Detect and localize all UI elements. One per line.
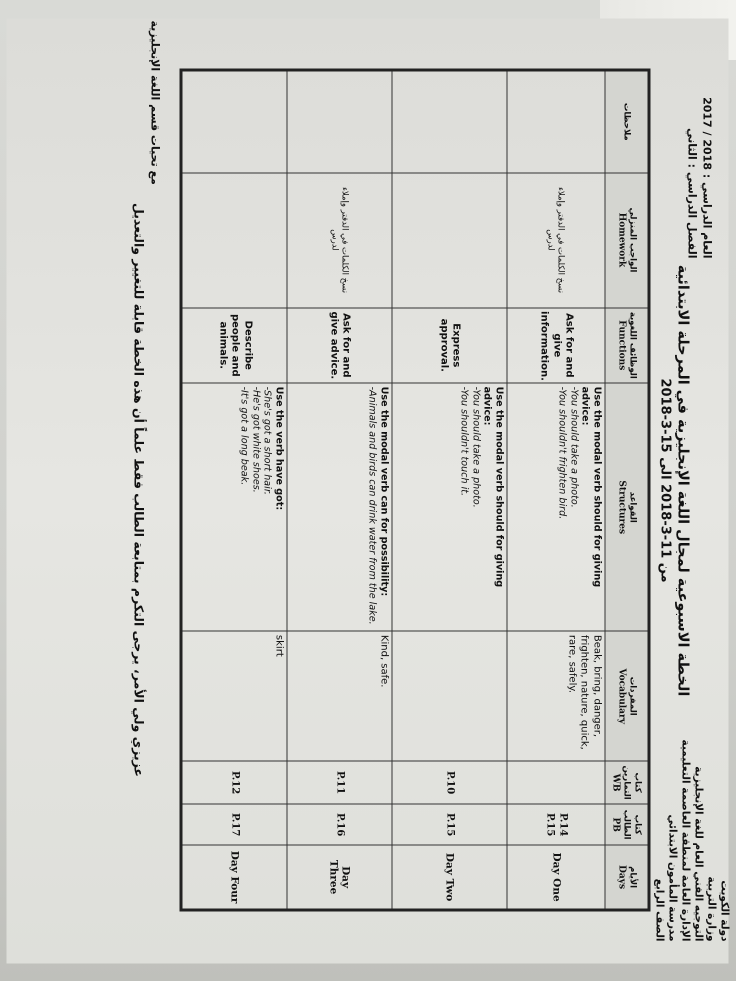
wb-cell: P.12	[181, 760, 287, 803]
header-line: دولة الكويت	[718, 879, 730, 941]
header-line: مدرسة المأمون الابتدائي	[666, 813, 678, 941]
parent-note: عزيزي ولي الأمر، يرجى التكرم بمتابعة الطالب فقط علماً أن هذه الخطة قابلة للتغيير والتعديل	[131, 202, 146, 777]
structure-example: -You should take a photo.	[568, 386, 579, 508]
col-notes: ملاحظات	[605, 70, 649, 173]
header-line: الصف الرابع	[653, 878, 665, 941]
functions-cell: Ask for and give information.	[507, 307, 605, 383]
structure-heading: Use the verb have got:	[273, 386, 284, 510]
header-line: الإدارة العامة لمنطقة العاصمة التعليمية	[679, 739, 691, 941]
day-cell: Day One	[507, 845, 605, 910]
vocabulary-cell: Kind, safe.	[287, 631, 392, 761]
col-functions: الوظائف اللغوية Functions	[605, 307, 649, 383]
header-row	[605, 70, 649, 910]
homework-cell	[181, 172, 287, 307]
col-structures: القواعد Structures	[605, 383, 649, 631]
structures-cell	[181, 383, 287, 631]
table-row	[287, 70, 392, 910]
structures-cell	[392, 383, 507, 631]
structure-example: -You shouldn't touch it.	[458, 386, 470, 496]
functions-cell: Describe people and animals.	[181, 307, 287, 383]
functions-cell: Ask for and give advice.	[287, 307, 392, 383]
functions-cell: Express approval.	[392, 307, 507, 383]
notes-cell	[287, 70, 392, 173]
day-cell: Day Two	[392, 845, 507, 910]
notes-cell	[392, 70, 507, 173]
table-row	[181, 70, 287, 910]
structure-example: -Animals and birds can drink water from the lake.	[366, 386, 378, 625]
year-label: العام الدراسي :	[700, 173, 713, 258]
homework-cell: نسخ الكلمات في الدفتر وإملاء لدرس	[287, 172, 392, 307]
col-vocabulary: المفردات Vocabulary	[605, 631, 649, 761]
col-pb: كتاب الطالب PB	[605, 804, 649, 845]
notes-cell	[181, 70, 287, 173]
structure-heading: Use the modal verb should for giving advice:	[579, 386, 602, 587]
structure-example: -She's got a short hair.	[261, 386, 273, 495]
col-wb: كتاب التمارين WB	[605, 760, 649, 803]
structure-heading: Use the modal verb should for giving advice:	[481, 386, 504, 587]
pb-cell: P.16	[287, 804, 392, 845]
wb-cell	[507, 760, 605, 803]
vocabulary-cell: Beak, bring, danger, frighten, nature, quick, rare, safely.	[507, 631, 605, 761]
vocabulary-cell	[392, 631, 507, 761]
pb-cell: P.17	[181, 804, 287, 845]
header-line: وزارة التربية	[705, 875, 717, 941]
structures-cell	[507, 383, 605, 631]
structure-example: -It's got a long beak.	[238, 386, 250, 485]
plan-date-range: من 11-3-2018 الى 15-3-2018	[657, 377, 672, 583]
term-label: الفصل الدراسي : الثاني	[685, 127, 698, 258]
plan-title: الخطة الاسبوعية لمجال اللغة الإنجليزية في المرحلة الابتدائية	[674, 264, 690, 696]
wb-cell: P.11	[287, 760, 392, 803]
header-line: التوجيه الفني العام للغة الإنجليزية	[692, 765, 704, 941]
year-row	[699, 58, 714, 258]
year-value: 2017 / 2018	[700, 96, 713, 170]
col-days: الأيام Days	[605, 845, 649, 910]
structure-heading: Use the modal verb can for possibility:	[378, 386, 389, 596]
department-signoff: مع تحيات قسم اللغة الإنجليزية	[148, 20, 161, 185]
day-cell: Day Four	[181, 845, 287, 910]
homework-cell	[392, 172, 507, 307]
table-row	[392, 70, 507, 910]
structures-cell	[287, 383, 392, 631]
weekly-plan-table	[179, 68, 650, 911]
pb-cell: P.14 P.15	[507, 804, 605, 845]
col-homework: الواجب المنزلي Homework	[605, 172, 649, 307]
vocabulary-cell: skirt	[181, 631, 287, 761]
table-row	[507, 70, 605, 910]
structure-example: -He's got white shoes.	[250, 386, 261, 493]
structure-example: -You should take a photo.	[470, 386, 481, 508]
structure-example: -You shouldn't frighten bird.	[556, 386, 568, 519]
notes-cell	[507, 70, 605, 173]
day-cell: Day Three	[287, 845, 392, 910]
pb-cell: P.15	[392, 804, 507, 845]
homework-cell: نسخ الكلمات في الدفتر وإملاء لدرس	[507, 172, 605, 307]
wb-cell: P.10	[392, 760, 507, 803]
